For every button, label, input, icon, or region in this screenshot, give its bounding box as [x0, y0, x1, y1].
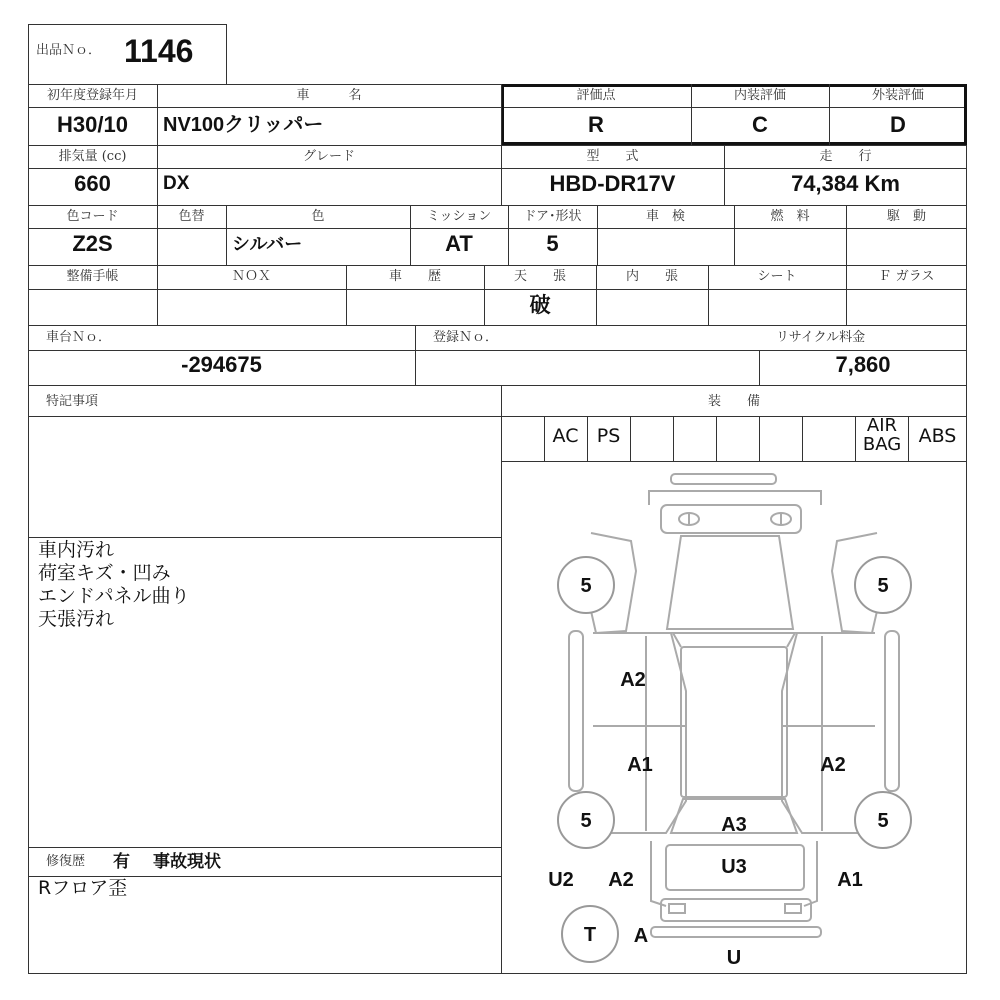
repair-detail: Rフロア歪 — [38, 877, 128, 899]
damage-mark: A3 — [721, 814, 747, 836]
inspection-label: 車 検 — [645, 209, 685, 224]
remark-line-1: 車内汚れ — [38, 539, 115, 561]
damage-mark: 5 — [877, 810, 889, 832]
equipment-abs: ABS — [918, 425, 957, 447]
mileage-value: 74,384 Km — [791, 171, 900, 196]
history-label: 車 歴 — [388, 269, 441, 284]
interior-grade-label: 内装評価 — [733, 88, 786, 103]
damage-mark: U3 — [721, 856, 747, 878]
exterior-grade-label: 外装評価 — [871, 88, 924, 103]
ceiling-label: 天 張 — [513, 269, 566, 284]
score-value: R — [588, 112, 604, 137]
doors-value: 5 — [546, 231, 559, 256]
displacement-label: 排気量 (cc) — [58, 149, 127, 164]
recycle-fee-label: リサイクル料金 — [776, 330, 866, 345]
displacement-value: 660 — [74, 171, 111, 196]
car-name-label: 車 名 — [296, 88, 362, 103]
damage-mark: A1 — [627, 754, 653, 776]
recycle-fee-value: 7,860 — [835, 352, 891, 377]
damage-mark: U2 — [548, 869, 574, 891]
vehicle-damage-diagram — [501, 461, 967, 974]
f-glass-label: Ｆ ガラス — [878, 269, 935, 284]
grade-value: DX — [163, 173, 190, 194]
fuel-label: 燃 料 — [770, 209, 810, 224]
mileage-label: 走 行 — [819, 149, 872, 164]
repair-history-flag: 有 — [113, 852, 130, 871]
score-label: 評価点 — [576, 88, 616, 103]
damage-mark: 5 — [877, 575, 889, 597]
damage-mark: A1 — [837, 869, 863, 891]
chassis-value: -294675 — [181, 352, 262, 377]
damage-mark: T — [583, 924, 597, 946]
equipment-ac: AC — [552, 425, 579, 447]
lot-number-label: 出品Ｎｏ． — [36, 43, 102, 58]
mission-label: ミッション — [426, 209, 492, 224]
remark-line-4: 天張汚れ — [38, 608, 115, 630]
equipment-airbag: AIR BAG — [862, 415, 902, 455]
damage-mark: A2 — [820, 754, 846, 776]
registration-label: 登録Ｎｏ． — [433, 330, 499, 345]
mission-value: AT — [445, 231, 473, 256]
model-code-value: HBD-DR17V — [549, 171, 676, 196]
remark-line-3: エンドパネル曲り — [38, 585, 190, 607]
ceiling-value: 破 — [529, 294, 551, 317]
damage-mark: A2 — [608, 869, 634, 891]
drive-label: 駆 動 — [886, 209, 926, 224]
repaint-label: 色替 — [178, 209, 205, 224]
damage-mark: 5 — [580, 810, 592, 832]
damage-mark: U — [726, 947, 742, 969]
interior-trim-label: 内 張 — [625, 269, 678, 284]
lot-number-value: 1146 — [124, 33, 194, 69]
seat-label: シート — [757, 269, 797, 284]
car-name-value: NV100クリッパー — [163, 114, 324, 136]
remarks-label: 特記事項 — [46, 394, 99, 409]
chassis-label: 車台Ｎｏ． — [46, 330, 112, 345]
reg-year-label: 初年度登録年月 — [46, 88, 138, 103]
equipment-label: 装 備 — [707, 394, 760, 409]
doors-label: ドア･形状 — [523, 209, 582, 224]
remark-line-2: 荷室キズ・凹み — [38, 562, 171, 584]
damage-mark: A — [633, 925, 649, 947]
grade-label: グレード — [302, 149, 355, 164]
model-code-label: 型 式 — [586, 149, 639, 164]
color-code-label: 色コード — [66, 209, 119, 224]
repair-history-title: 事故現状 — [153, 852, 221, 871]
damage-mark: 5 — [580, 575, 592, 597]
damage-mark: A2 — [620, 669, 646, 691]
nox-label: ＮＯＸ — [231, 269, 271, 284]
interior-grade-value: C — [752, 112, 768, 137]
equipment-ps: PS — [596, 425, 621, 447]
color-label: 色 — [311, 209, 325, 224]
color-code-value: Z2S — [72, 231, 113, 256]
reg-year-value: H30/10 — [57, 112, 128, 137]
tire-circles — [558, 557, 911, 962]
repair-history-label: 修復歴 — [46, 854, 86, 869]
exterior-grade-value: D — [890, 112, 906, 137]
color-value: シルバー — [232, 234, 303, 254]
service-book-label: 整備手帳 — [66, 269, 119, 284]
